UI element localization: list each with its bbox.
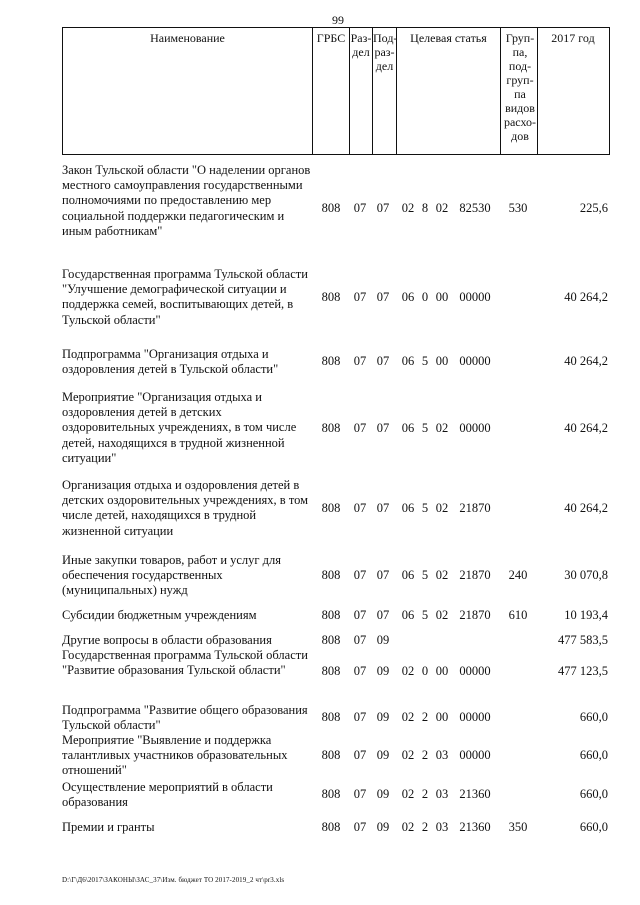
cell-amount: 40 264,2 bbox=[564, 421, 608, 435]
cell-t3: 00 bbox=[435, 354, 449, 368]
cell-t3: 00 bbox=[435, 710, 449, 724]
cell-pr: 09 bbox=[376, 710, 390, 724]
cell-t2: 8 bbox=[421, 201, 429, 215]
cell-grbs: 808 bbox=[321, 568, 341, 582]
cell-t1: 02 bbox=[401, 201, 415, 215]
cell-pr: 09 bbox=[376, 820, 390, 834]
cell-t1: 02 bbox=[401, 664, 415, 678]
cell-grbs: 808 bbox=[321, 787, 341, 801]
cell-t4: 21870 bbox=[459, 568, 491, 582]
cell-t4: 00000 bbox=[459, 748, 491, 762]
cell-grbs: 808 bbox=[321, 664, 341, 678]
cell-t1: 02 bbox=[401, 710, 415, 724]
header-name: Наименование bbox=[63, 28, 313, 154]
cell-t4: 21360 bbox=[459, 820, 491, 834]
cell-rz: 07 bbox=[353, 633, 367, 647]
cell-t3: 03 bbox=[435, 787, 449, 801]
cell-pr: 07 bbox=[376, 501, 390, 515]
cell-grbs: 808 bbox=[321, 290, 341, 304]
cell-amount: 660,0 bbox=[579, 748, 608, 762]
cell-t3: 02 bbox=[435, 568, 449, 582]
row-name: Осуществление мероприятий в области образования bbox=[62, 780, 273, 810]
cell-grbs: 808 bbox=[321, 354, 341, 368]
cell-rz: 07 bbox=[353, 748, 367, 762]
cell-t2: 5 bbox=[421, 568, 429, 582]
table-header bbox=[62, 27, 538, 155]
cell-t1: 06 bbox=[401, 501, 415, 515]
page-number: 99 bbox=[332, 13, 344, 27]
cell-amount: 40 264,2 bbox=[564, 501, 608, 515]
file-path-footer: D:\Г\Д6\2017\ЗАКОНЫ\ЗАС_37\Изм. бюджет ТО 2017-2019_2 чт\pr3.xls bbox=[62, 876, 285, 884]
cell-t1: 06 bbox=[401, 354, 415, 368]
cell-rz: 07 bbox=[353, 710, 367, 724]
cell-t1: 02 bbox=[401, 748, 415, 762]
cell-rz: 07 bbox=[353, 290, 367, 304]
cell-pr: 09 bbox=[376, 664, 390, 678]
cell-grbs: 808 bbox=[321, 608, 341, 622]
cell-rz: 07 bbox=[353, 608, 367, 622]
cell-t4: 00000 bbox=[459, 710, 491, 724]
cell-t3: 02 bbox=[435, 501, 449, 515]
cell-t4: 00000 bbox=[459, 354, 491, 368]
cell-rz: 07 bbox=[353, 787, 367, 801]
cell-t4: 00000 bbox=[459, 664, 491, 678]
cell-amount: 40 264,2 bbox=[564, 290, 608, 304]
cell-vr: 240 bbox=[508, 568, 528, 582]
cell-t3: 03 bbox=[435, 820, 449, 834]
row-name: Государственная программа Тульской области "Развитие образования Тульской области" bbox=[62, 648, 308, 678]
cell-grbs: 808 bbox=[321, 201, 341, 215]
cell-pr: 07 bbox=[376, 354, 390, 368]
cell-vr: 530 bbox=[508, 201, 528, 215]
cell-rz: 07 bbox=[353, 820, 367, 834]
cell-t4: 21870 bbox=[459, 501, 491, 515]
cell-rz: 07 bbox=[353, 664, 367, 678]
row-name: Организация отдыха и оздоровления детей в детских оздоровительных учреждениях, в том числе детей, находящихся в трудной жизненной ситуации bbox=[62, 478, 309, 538]
cell-amount: 660,0 bbox=[579, 710, 608, 724]
cell-amount: 660,0 bbox=[579, 820, 608, 834]
cell-pr: 07 bbox=[376, 421, 390, 435]
cell-amount: 10 193,4 bbox=[564, 608, 608, 622]
row-name: Мероприятие "Выявление и поддержка талантливых участников образовательных отношений" bbox=[62, 733, 288, 778]
row-name: Премии и гранты bbox=[62, 820, 155, 834]
row-name: Закон Тульской области "О наделении органов местного самоуправления государственными полномочиями по предоставлению мер социальной поддержки педагогическим и иным работникам" bbox=[62, 163, 311, 238]
row-name: Подпрограмма "Организация отдыха и оздоровления детей в Тульской области" bbox=[62, 347, 279, 377]
cell-t2: 0 bbox=[421, 290, 429, 304]
cell-rz: 07 bbox=[353, 501, 367, 515]
cell-t2: 5 bbox=[421, 501, 429, 515]
cell-rz: 07 bbox=[353, 568, 367, 582]
cell-t1: 06 bbox=[401, 568, 415, 582]
row-name: Мероприятие "Организация отдыха и оздоровления детей в детских оздоровительных учреждениях, в том числе детей, находящихся в трудной жизненной ситуации" bbox=[62, 390, 297, 465]
cell-pr: 09 bbox=[376, 633, 390, 647]
cell-pr: 09 bbox=[376, 787, 390, 801]
row-name: Подпрограмма "Развитие общего образования Тульской области" bbox=[62, 703, 308, 733]
cell-vr: 610 bbox=[508, 608, 528, 622]
cell-t3: 02 bbox=[435, 608, 449, 622]
cell-amount: 225,6 bbox=[579, 201, 608, 215]
cell-t4: 00000 bbox=[459, 421, 491, 435]
cell-t1: 02 bbox=[401, 820, 415, 834]
cell-t2: 2 bbox=[421, 710, 429, 724]
cell-t2: 5 bbox=[421, 608, 429, 622]
cell-grbs: 808 bbox=[321, 633, 341, 647]
cell-t2: 5 bbox=[421, 354, 429, 368]
row-name: Государственная программа Тульской области "Улучшение демографической ситуации и поддержка семей, воспитывающих детей, в Тульской области" bbox=[62, 267, 308, 327]
header-razdel: Раз- дел bbox=[350, 28, 373, 154]
cell-pr: 07 bbox=[376, 568, 390, 582]
cell-t3: 00 bbox=[435, 290, 449, 304]
cell-t2: 2 bbox=[421, 820, 429, 834]
cell-t3: 02 bbox=[435, 421, 449, 435]
cell-amount: 40 264,2 bbox=[564, 354, 608, 368]
row-name: Иные закупки товаров, работ и услуг для обеспечения государственных (муниципальных) нужд bbox=[62, 553, 282, 598]
cell-amount: 30 070,8 bbox=[564, 568, 608, 582]
header-grbs: ГРБС bbox=[313, 28, 350, 154]
cell-pr: 07 bbox=[376, 608, 390, 622]
row-name: Субсидии бюджетным учреждениям bbox=[62, 608, 257, 622]
cell-pr: 07 bbox=[376, 290, 390, 304]
cell-t1: 06 bbox=[401, 608, 415, 622]
cell-grbs: 808 bbox=[321, 421, 341, 435]
cell-t3: 00 bbox=[435, 664, 449, 678]
cell-rz: 07 bbox=[353, 201, 367, 215]
cell-t4: 82530 bbox=[459, 201, 491, 215]
cell-t1: 06 bbox=[401, 290, 415, 304]
cell-grbs: 808 bbox=[321, 748, 341, 762]
header-target: Целевая статья bbox=[397, 28, 501, 154]
cell-rz: 07 bbox=[353, 421, 367, 435]
cell-t1: 02 bbox=[401, 787, 415, 801]
cell-t1: 06 bbox=[401, 421, 415, 435]
cell-t2: 2 bbox=[421, 787, 429, 801]
cell-t4: 21360 bbox=[459, 787, 491, 801]
cell-t2: 5 bbox=[421, 421, 429, 435]
cell-t4: 00000 bbox=[459, 290, 491, 304]
cell-amount: 477 123,5 bbox=[558, 664, 608, 678]
cell-rz: 07 bbox=[353, 354, 367, 368]
cell-pr: 07 bbox=[376, 201, 390, 215]
cell-t2: 0 bbox=[421, 664, 429, 678]
cell-grbs: 808 bbox=[321, 501, 341, 515]
header-podrazdel: Под- раз- дел bbox=[373, 28, 397, 154]
row-name: Другие вопросы в области образования bbox=[62, 633, 272, 647]
cell-t2: 2 bbox=[421, 748, 429, 762]
cell-t3: 03 bbox=[435, 748, 449, 762]
header-group: Груп- па, под- груп- па видов расхо- дов bbox=[503, 31, 537, 143]
cell-t3: 02 bbox=[435, 201, 449, 215]
cell-pr: 09 bbox=[376, 748, 390, 762]
cell-amount: 477 583,5 bbox=[558, 633, 608, 647]
cell-amount: 660,0 bbox=[579, 787, 608, 801]
header-year: 2017 год bbox=[537, 27, 610, 155]
cell-grbs: 808 bbox=[321, 820, 341, 834]
cell-grbs: 808 bbox=[321, 710, 341, 724]
cell-vr: 350 bbox=[508, 820, 528, 834]
cell-t4: 21870 bbox=[459, 608, 491, 622]
